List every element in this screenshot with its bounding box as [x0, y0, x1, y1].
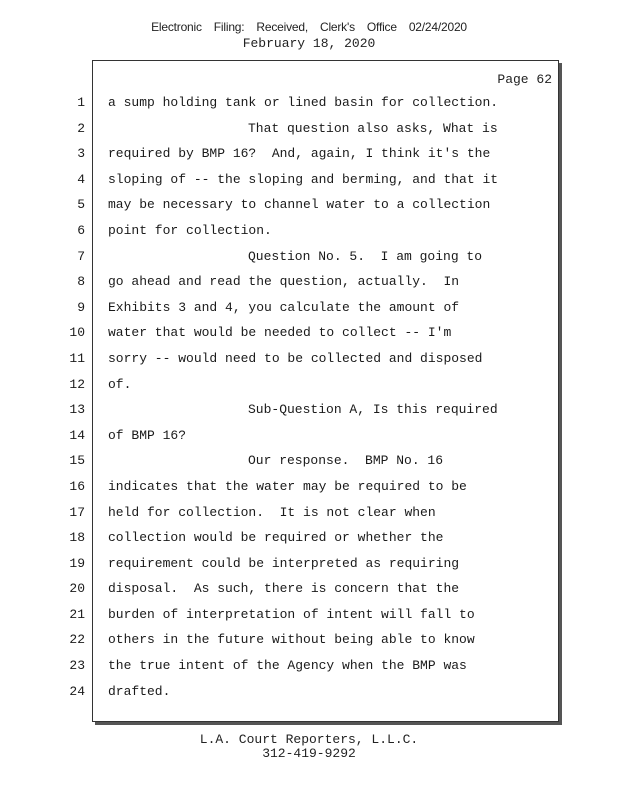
line-number: 4 — [77, 171, 85, 187]
transcript-text — [108, 95, 548, 709]
deposition-date: February 18, 2020 — [242, 36, 376, 51]
transcript-line: held for collection. It is not clear when — [108, 504, 436, 520]
line-number: 13 — [69, 402, 85, 418]
transcript-line: point for collection. — [108, 222, 272, 238]
reporter-phone: 312-419-9292 — [262, 746, 356, 761]
line-number: 3 — [77, 146, 85, 162]
line-number: 5 — [77, 197, 85, 213]
line-number: 22 — [69, 632, 85, 648]
reporter-company: L.A. Court Reporters, L.L.C. — [199, 732, 419, 747]
line-number: 19 — [69, 555, 85, 571]
transcript-line: requirement could be interpreted as requiring — [108, 555, 460, 571]
line-number-column — [55, 95, 85, 709]
transcript-line: others in the future without being able to know — [108, 632, 475, 648]
transcript-line: disposal. As such, there is concern that the — [108, 581, 460, 597]
page-number: Page 62 — [497, 72, 552, 87]
filing-stamp — [0, 20, 618, 34]
line-number: 11 — [69, 350, 85, 366]
stamp-date: 02/24/2020 — [408, 20, 467, 34]
transcript-line: the true intent of the Agency when the BMP was — [108, 658, 467, 674]
line-number: 14 — [69, 427, 85, 443]
transcript-line: Question No. 5. I am going to — [248, 248, 483, 264]
line-number: 7 — [77, 248, 85, 264]
stamp-electronic: Electronic — [151, 20, 202, 34]
stamp-clerks: Clerk's — [319, 20, 355, 34]
stamp-office: Office — [366, 20, 397, 34]
line-number: 6 — [77, 222, 85, 238]
transcript-line: sloping of -- the sloping and berming, and that it — [108, 171, 499, 187]
line-number: 2 — [77, 120, 85, 136]
transcript-line: That question also asks, What is — [248, 120, 498, 136]
stamp-received: Received, — [256, 20, 308, 34]
line-number: 9 — [77, 299, 85, 315]
line-number: 18 — [69, 530, 85, 546]
line-number: 20 — [69, 581, 85, 597]
line-number: 8 — [77, 274, 85, 290]
transcript-line: may be necessary to channel water to a collection — [108, 197, 491, 213]
transcript-line: indicates that the water may be required to be — [108, 478, 467, 494]
transcript-line: water that would be needed to collect -- I'm — [108, 325, 452, 341]
line-number: 1 — [77, 95, 85, 110]
transcript-line: of. — [108, 376, 132, 392]
transcript-line: sorry -- would need to be collected and disposed — [108, 350, 483, 366]
line-number: 16 — [69, 478, 85, 494]
transcript-line: collection would be required or whether the — [108, 530, 444, 546]
line-number: 10 — [69, 325, 85, 341]
line-number: 23 — [69, 658, 85, 674]
transcript-line: a sump holding tank or lined basin for collection. — [108, 95, 499, 110]
line-number: 12 — [69, 376, 85, 392]
line-number: 17 — [69, 504, 85, 520]
transcript-line: go ahead and read the question, actually. In — [108, 274, 460, 290]
line-number: 21 — [69, 606, 85, 622]
transcript-line: required by BMP 16? And, again, I think it's the — [108, 146, 491, 162]
transcript-line: Our response. BMP No. 16 — [248, 453, 444, 469]
transcript-line: drafted. — [108, 683, 171, 699]
transcript-line: Exhibits 3 and 4, you calculate the amount of — [108, 299, 460, 315]
footer — [0, 733, 618, 761]
transcript-line: Sub-Question A, Is this required — [248, 402, 498, 418]
transcript-line: burden of interpretation of intent will fall to — [108, 606, 475, 622]
transcript-line: of BMP 16? — [108, 427, 187, 443]
stamp-filing: Filing: — [213, 20, 245, 34]
line-number: 24 — [69, 683, 85, 699]
line-number: 15 — [69, 453, 85, 469]
